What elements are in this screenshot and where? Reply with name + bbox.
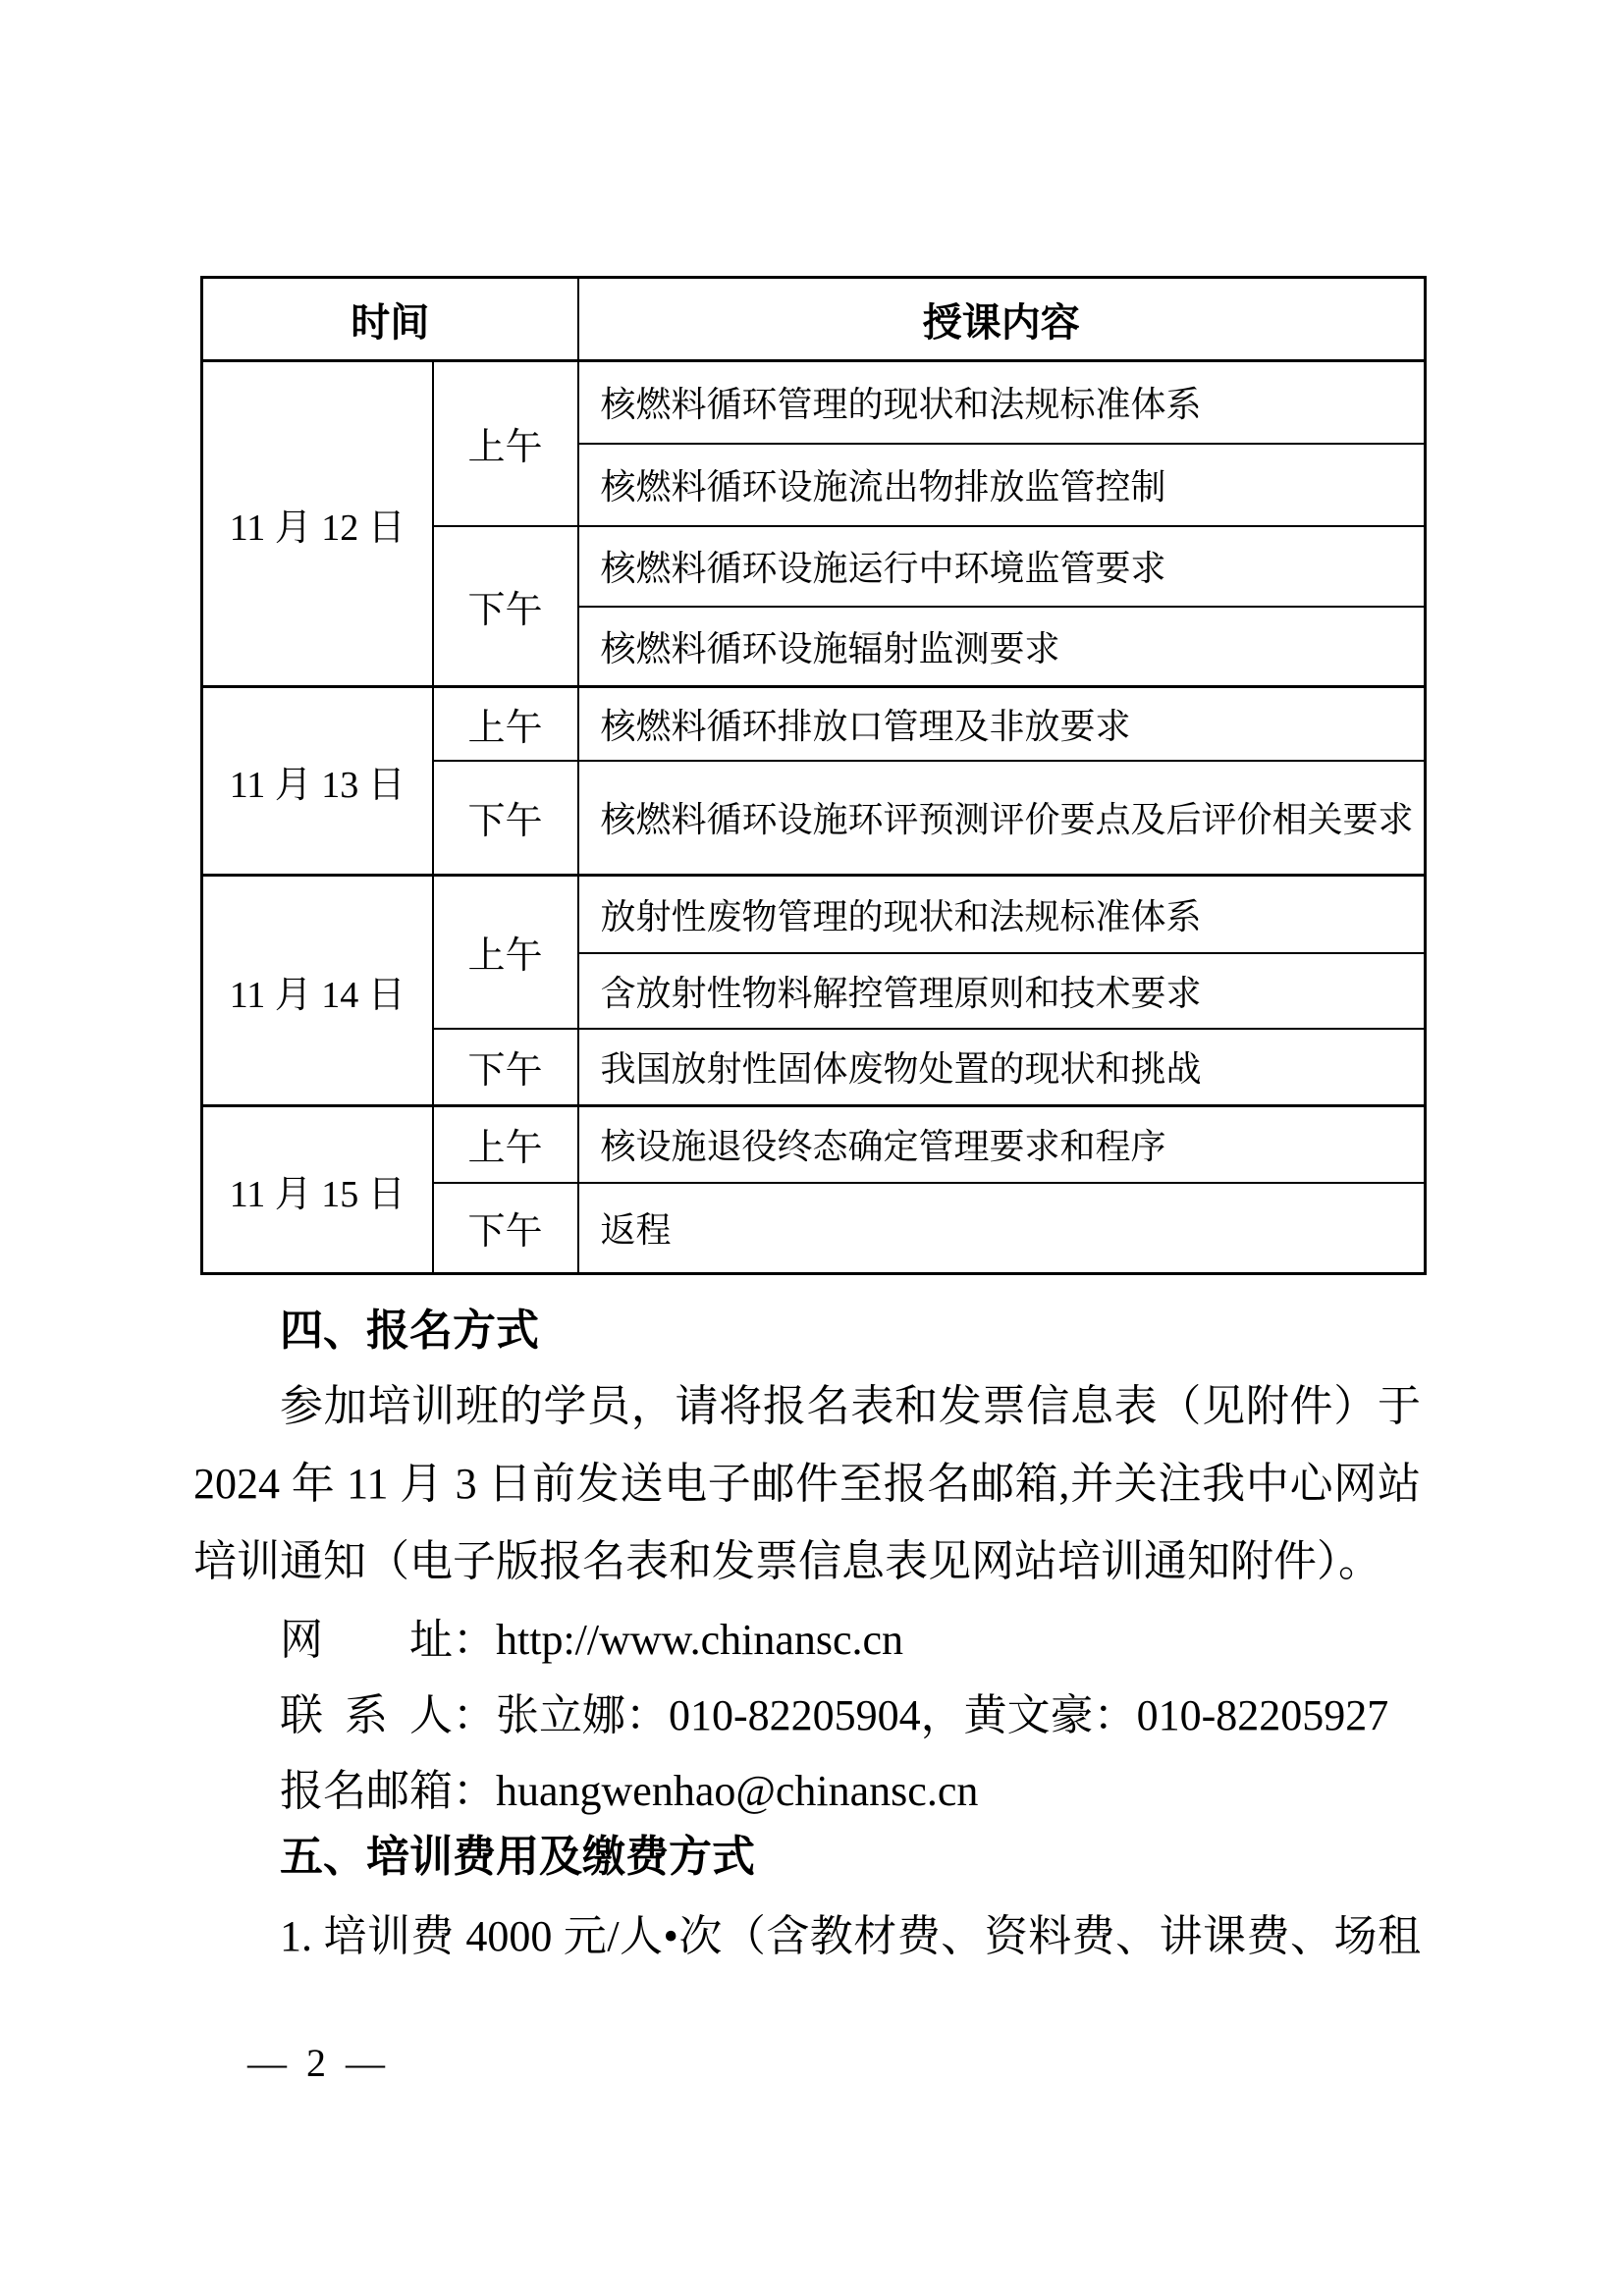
course-cell: 我国放射性固体废物处置的现状和挑战 <box>578 1029 1426 1106</box>
contact-label: 报名邮箱 <box>280 1767 453 1815</box>
contact-label: 联系人 <box>280 1691 453 1739</box>
session-label: 上午 <box>433 876 578 1029</box>
section-heading-fees: 五、培训费用及缴费方式 <box>280 1833 755 1881</box>
contact-list <box>193 1602 1421 1829</box>
course-cell: 核燃料循环排放口管理及非放要求 <box>578 687 1426 761</box>
session-label: 下午 <box>433 1029 578 1106</box>
paragraph-line: 培训通知（电子版报名表和发票信息表见网站培训通知附件）。 <box>193 1537 1381 1585</box>
table-header-time: 时间 <box>202 278 578 361</box>
table-row <box>202 876 1426 953</box>
table-row <box>202 361 1426 444</box>
session-label: 上午 <box>433 687 578 761</box>
course-cell: 核燃料循环管理的现状和法规标准体系 <box>578 361 1426 444</box>
registration-paragraph <box>193 1367 1421 1600</box>
course-cell: 核设施退役终态确定管理要求和程序 <box>578 1106 1426 1183</box>
section-heading-registration: 四、报名方式 <box>280 1307 539 1355</box>
date-cell: 11 月 12 日 <box>202 361 433 687</box>
email-address: huangwenhao@chinansc.cn <box>496 1767 979 1815</box>
paragraph-line: 2024 年 11 月 3 日前发送电子邮件至报名邮箱,并关注我中心网站 <box>193 1460 1421 1508</box>
contact-colon: ： <box>453 1767 496 1815</box>
schedule-table <box>200 276 1427 1275</box>
section-registration <box>193 1302 1421 1829</box>
page-number: — 2 — <box>247 2041 390 2085</box>
website-url: http://www.chinansc.cn <box>496 1616 904 1664</box>
session-label: 上午 <box>433 1106 578 1183</box>
date-cell: 11 月 15 日 <box>202 1106 433 1274</box>
session-label: 下午 <box>433 1183 578 1274</box>
course-cell: 返程 <box>578 1183 1426 1274</box>
contact-person <box>193 1678 1421 1753</box>
date-cell: 11 月 13 日 <box>202 687 433 876</box>
table-header-row <box>202 278 1426 361</box>
course-cell: 核燃料循环设施辐射监测要求 <box>578 607 1426 687</box>
session-label: 下午 <box>433 526 578 687</box>
session-label: 下午 <box>433 761 578 876</box>
contact-email <box>193 1753 1421 1829</box>
section-fees <box>193 1828 1421 1967</box>
date-cell: 11 月 14 日 <box>202 876 433 1106</box>
table-header-content: 授课内容 <box>578 278 1426 361</box>
course-cell: 核燃料循环设施环评预测评价要点及后评价相关要求 <box>578 761 1426 876</box>
course-cell: 核燃料循环设施运行中环境监管要求 <box>578 526 1426 607</box>
session-label: 上午 <box>433 361 578 526</box>
paragraph-line: 参加培训班的学员，请将报名表和发票信息表（见附件）于 <box>280 1382 1421 1430</box>
contact-colon: ： <box>453 1616 496 1664</box>
course-cell: 核燃料循环设施流出物排放监管控制 <box>578 444 1426 526</box>
table-row <box>202 1106 1426 1183</box>
fee-line: 1. 培训费 4000 元/人•次（含教材费、资料费、讲课费、场租 <box>280 1912 1421 1960</box>
contact-website <box>193 1602 1421 1678</box>
course-cell: 放射性废物管理的现状和法规标准体系 <box>578 876 1426 953</box>
contact-phones: 张立娜：010-82205904，黄文豪：010-82205927 <box>496 1691 1389 1739</box>
contact-colon: ： <box>453 1691 496 1739</box>
contact-label: 网址 <box>280 1616 453 1664</box>
course-cell: 含放射性物料解控管理原则和技术要求 <box>578 953 1426 1029</box>
table-row <box>202 687 1426 761</box>
